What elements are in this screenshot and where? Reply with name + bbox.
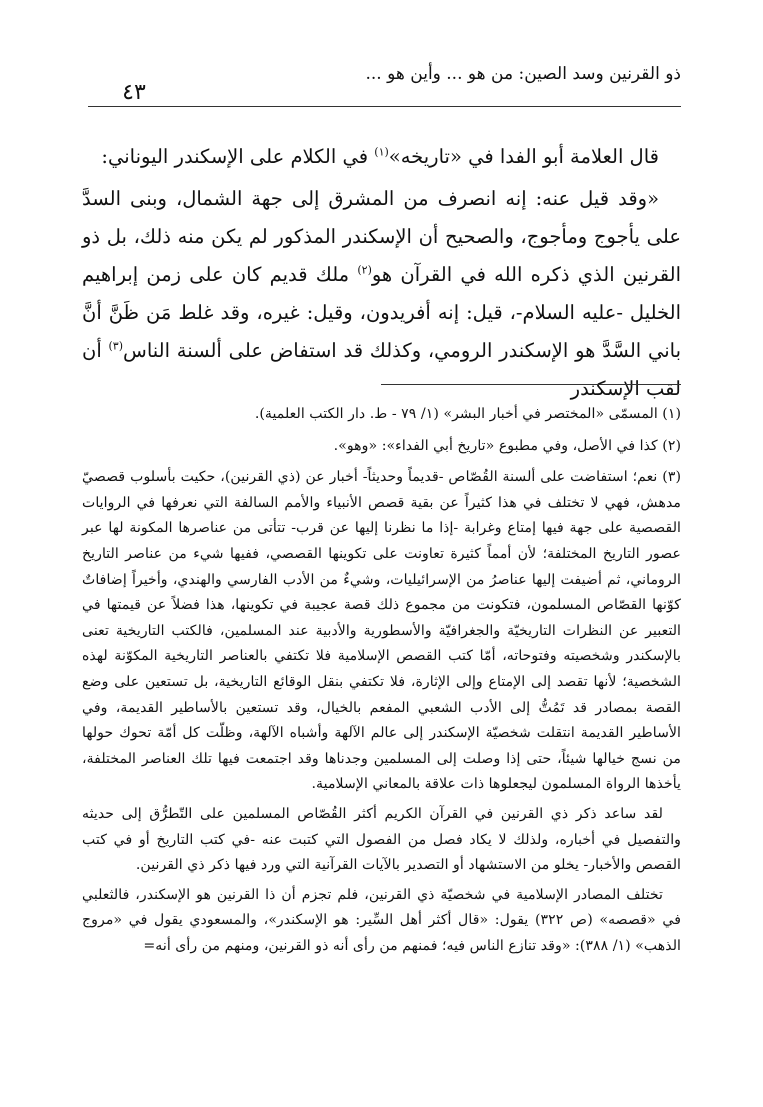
footnotes-section	[82, 402, 681, 963]
footnote-ref-3: (٣)	[108, 339, 124, 353]
footnote-1: (١) المسمّى «المختصر في أخبار البشر» (١/ ٧٩ - ط. دار الكتب العلمية).	[254, 406, 681, 422]
footnote-2: (٢) كذا في الأصل، وفي مطبوع «تاريخ أبي الفداء»: «وهو».	[333, 437, 681, 454]
quote-paragraph	[82, 180, 681, 408]
footnote-3-paragraph-1: (٣) نعم؛ استفاضت على ألسنة القُصّاص -قديماً وحديثاً- أخبار عن (ذي القرنين)، حكيت بأسلوب قصصيّ مدهش، فهي لا تختلف في هذا كثيراً عن بقية قصص الأنبياء والأمم السالفة التي نعرفها في الروايات القصصية على جهة فيها إمتاع وغرابة -إذا ما نظرنا إليها عن قرب- تتأتى من عناصرها المكونة لها عبر عصور التاريخ المختلفة؛ لأن أمماً كثيرة تعاونت على تكوينها القصصي، ففيها شيء من عناصر التاريخ الروماني، ثم أضيفت إليها عناصرُ من الإسرائيليات، وشيءٌ من الأدب الفارسي والهندي، وأخيراً إضافاتٌ كوّنها القصّاص المسلمون، فتكونت من مجموع ذلك قصة عجيبة في تكوينها، هذا فضلاً عن قيمتها في التعبير عن النظرات التاريخيّة والجغرافيّة والأسطورية والأدبية عند المسلمين، فالكتب التاريخية تعنى بالإسكندر وشخصيته وفتوحاته، أمّا كتب القصص الإسلامية فلا تكتفي بالعناصر التاريخية المكوّنة لهذه الشخصية؛ لأنها تقصد إلى الإمتاع وإلى الإثارة، فلا تكتفي بنقل الوقائع التاريخية، بل تستعين على وضع القصة بمصادر قد تَمُتُّ إلى الأدب الشعبي المفعم بالخيال، وقد تستعين بالأساطير القديمة، وفي الأساطير القديمة انتقلت شخصيّة الإسكندر إلى عالم الآلهة وأشباه الآلهة، وظلّت كل أمّة تحوك حولها من نسج خيالها شيئاً، حتى إذا وصلت إلى المسلمين وجدناها وقد اجتمعت فيها تلك العناصر المختلفة، يأخذها الرواة المسلمون ليجعلوها ذات علاقة بالمعاني الإسلامية.	[82, 469, 681, 793]
footnote-separator	[381, 384, 681, 385]
quote-text-3: أن لقب الإسكندر	[82, 339, 681, 400]
footnote-3-paragraph-3: تختلف المصادر الإسلامية في شخصيّة ذي القرنين، فلم تجزم أن ذا القرنين هو الإسكندر، فالثعلبي في «قصصه» (ص ٣٢٢) يقول: «قال أكثر أهل السِّير: هو الإسكندر»، والمسعودي يقول في «مروج الذهب» (١/ ٣٨٨): «وقد تنازع الناس فيه؛ فمنهم من رأى أنه ذو القرنين، ومنهم من رأى أنه=	[82, 886, 681, 954]
footnote-3-paragraph-2: لقد ساعد ذكر ذي القرنين في القرآن الكريم أكثر القُصّاص المسلمين على التّطرُّق إلى حديثه والتفصيل في أخباره، ولذلك لا يكاد فصل من الفصول التي كتبت عنه -في كتب التاريخ أو في كتب القصص والأخبار- يخلو من الاستشهاد أو التصدير بالآيات القرآنية التي ورد فيها ذكر ذي القرنين.	[82, 805, 681, 874]
main-text	[82, 138, 681, 408]
intro-text: قال العلامة أبو الفدا في «تاريخه»	[388, 145, 659, 168]
intro-paragraph	[82, 138, 681, 176]
footnote-ref-2: (٢)	[357, 263, 372, 277]
quote-text-2: ملك قديم كان على زمن إبراهيم الخليل -عليه السلام-، قيل: إنه أفريدون، وقيل: غيره، وقد غلط مَن ظَنَّ أنَّ باني السَّدَّ هو الإسكندر الرومي، وكذلك قد استفاض على ألسنة الناس	[82, 263, 681, 362]
running-title: ذو القرنين وسد الصين: من هو ... وأين هو ...	[365, 64, 681, 84]
footnote-ref-1: (١)	[374, 145, 389, 159]
page-number: ٤٣	[88, 82, 180, 104]
page-header	[88, 62, 681, 107]
quote-text-1: «وقد قيل عنه: إنه انصرف من المشرق إلى جهة الشمال، وبنى السدَّ على يأجوج ومأجوج، والصحيح أن الإسكندر المذكور لم يكن منه ذلك، بل ذو القرنين الذي ذكره الله في القرآن هو	[82, 187, 681, 286]
intro-tail: في الكلام على الإسكندر اليوناني:	[101, 145, 375, 168]
